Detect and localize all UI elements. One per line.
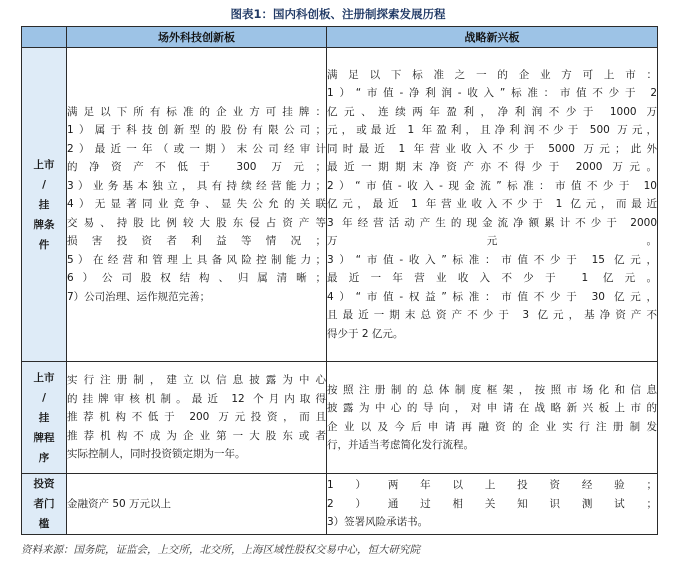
row-header-line: 者门 bbox=[33, 498, 55, 510]
cell-text-line: 2）“市值-收入-现金流”标准：市值不少于 10 bbox=[327, 179, 657, 192]
cell-text-line: 1）两年以上投资经验； bbox=[327, 479, 657, 492]
header-row bbox=[22, 27, 658, 48]
row-header-line: 投资 bbox=[33, 478, 55, 490]
cell-investor-threshold-right bbox=[327, 474, 658, 535]
cell-text-line: 2）通过相关知识测试； bbox=[327, 497, 657, 510]
cell-text-line: 1）“市值-净利润-收入”标准：市值不少于 2 bbox=[327, 87, 657, 100]
row-header-investor-threshold bbox=[22, 474, 67, 535]
row-header-line: 挂 bbox=[38, 198, 50, 211]
figure-title: 图表1：国内科创板、注册制探索发展历程 bbox=[230, 7, 446, 21]
cell-text-line: 2）最近一年（或一期）末公司经审计 bbox=[67, 142, 326, 155]
cell-text-line: 亿元、连续两年盈利，净利润不少于 1000 万 bbox=[327, 105, 657, 118]
cell-text-line: 按照注册制的总体制度框架，按照市场化和信息 bbox=[327, 383, 657, 396]
row-header-line: 件 bbox=[38, 238, 50, 251]
row-header-line: / bbox=[42, 391, 46, 404]
cell-text-line: 亿元，最近 1 年营业收入不少于 1 亿元，而最近 bbox=[327, 198, 657, 211]
cell-text-line: 5）在经营和管理上具备风险控制能力； bbox=[67, 253, 326, 266]
cell-text-line: 3）业务基本独立，具有持续经营能力； bbox=[67, 179, 326, 192]
row-header-line: 上市 bbox=[33, 158, 55, 171]
row-header-line: 槛 bbox=[38, 518, 50, 530]
cell-text-line: 企业以及今后申请再融资的企业实行注册制发 bbox=[327, 420, 657, 433]
cell-text-line: 的挂牌审核机制。最近 12 个月内取得 bbox=[67, 392, 326, 405]
column-header-strategic-board: 战略新兴板 bbox=[327, 27, 658, 48]
table-row-listing-conditions bbox=[22, 48, 658, 362]
row-header-listing-conditions bbox=[22, 48, 67, 362]
cell-text-line: 4）无显著同业竞争、显失公允的关联 bbox=[67, 198, 326, 211]
cell-text-line: 实际控制人，同时投资锁定期为一年。 bbox=[67, 448, 246, 461]
table-row-listing-procedure bbox=[22, 362, 658, 474]
cell-text-line: 且最近一期末总资产不少于 3 亿元，基净资产不 bbox=[327, 309, 657, 322]
cell-listing-procedure-left bbox=[67, 362, 327, 474]
cell-text-line: 的净资产不低于 300 万元； bbox=[67, 161, 326, 174]
cell-text-line: 实行注册制，建立以信息披露为中心 bbox=[67, 374, 326, 387]
cell-text-line: 最近一期期末净资产亦不得少于 2000 万元。 bbox=[327, 161, 657, 174]
cell-text-line: 金融资产 50 万元以上 bbox=[67, 497, 172, 510]
cell-listing-conditions-right bbox=[327, 48, 658, 362]
source-note: 资料来源：国务院，证监会，上交所，北交所，上海区域性股权交易中心，恒大研究院 bbox=[21, 544, 420, 556]
cell-text-line: 交易、持股比例较大股东侵占资产等 bbox=[67, 216, 326, 229]
cell-text-line: 同时最近 1 年营业收入不少于 5000 万元；此外 bbox=[327, 142, 657, 155]
cell-text-line: 推荐机构不成为企业第一大股东或者 bbox=[67, 429, 326, 442]
cell-text-line: 元，或最近 1 年盈利，且净利润不少于 500 万元， bbox=[327, 124, 657, 137]
cell-listing-conditions-left bbox=[67, 48, 327, 362]
column-header-otc-board: 场外科技创新板 bbox=[67, 27, 327, 48]
cell-investor-threshold-left bbox=[67, 474, 327, 535]
cell-text-line: 3 年经营活动产生的现金流净额累计不少于 2000 bbox=[327, 216, 657, 229]
cell-listing-procedure-right bbox=[327, 362, 658, 474]
cell-text-line: 行，并适当考虑简化发行流程。 bbox=[327, 439, 474, 451]
table-body bbox=[22, 48, 658, 535]
corner-cell bbox=[22, 27, 67, 48]
cell-text-line: 6）公司股权结构、归属清晰； bbox=[67, 272, 326, 285]
cell-text-line: 满足以下所有标准的企业方可挂牌： bbox=[67, 105, 326, 118]
cell-text-line: 1）属于科技创新型的股份有限公司； bbox=[67, 124, 326, 137]
cell-text-line: 3）“市值-收入”标准：市值不少于 15 亿元， bbox=[327, 253, 657, 266]
cell-text-line: 万元。 bbox=[327, 235, 657, 248]
row-header-line: / bbox=[42, 178, 46, 191]
cell-text-line: 最近一年营业收入不少于 1 亿元。 bbox=[327, 272, 657, 285]
cell-text-line: 7）公司治理、运作规范完善； bbox=[67, 290, 211, 303]
row-header-line: 牌条 bbox=[33, 218, 55, 231]
cell-text-line: 得少于 2 亿元。 bbox=[327, 327, 404, 340]
cell-text-line: 披露为中心的导向，对申请在战略新兴板上市的 bbox=[327, 402, 657, 414]
row-header-listing-procedure bbox=[22, 362, 67, 474]
comparison-table bbox=[21, 26, 658, 535]
cell-text-line: 4）“市值-权益”标准：市值不少于 30 亿元， bbox=[327, 290, 657, 303]
row-header-line: 序 bbox=[38, 451, 50, 464]
table-row-investor-threshold bbox=[22, 474, 658, 535]
cell-text-line: 损害投资者利益等情况； bbox=[67, 235, 326, 248]
cell-text-line: 3）签署风险承诺书。 bbox=[327, 516, 429, 529]
cell-text-line: 推荐机构不低于 200 万元投资，而且 bbox=[67, 411, 326, 424]
row-header-line: 上市 bbox=[33, 371, 55, 384]
cell-text-line: 满足以下标准之一的企业方可上市： bbox=[327, 68, 657, 81]
row-header-line: 牌程 bbox=[33, 431, 55, 444]
row-header-line: 挂 bbox=[38, 411, 50, 424]
